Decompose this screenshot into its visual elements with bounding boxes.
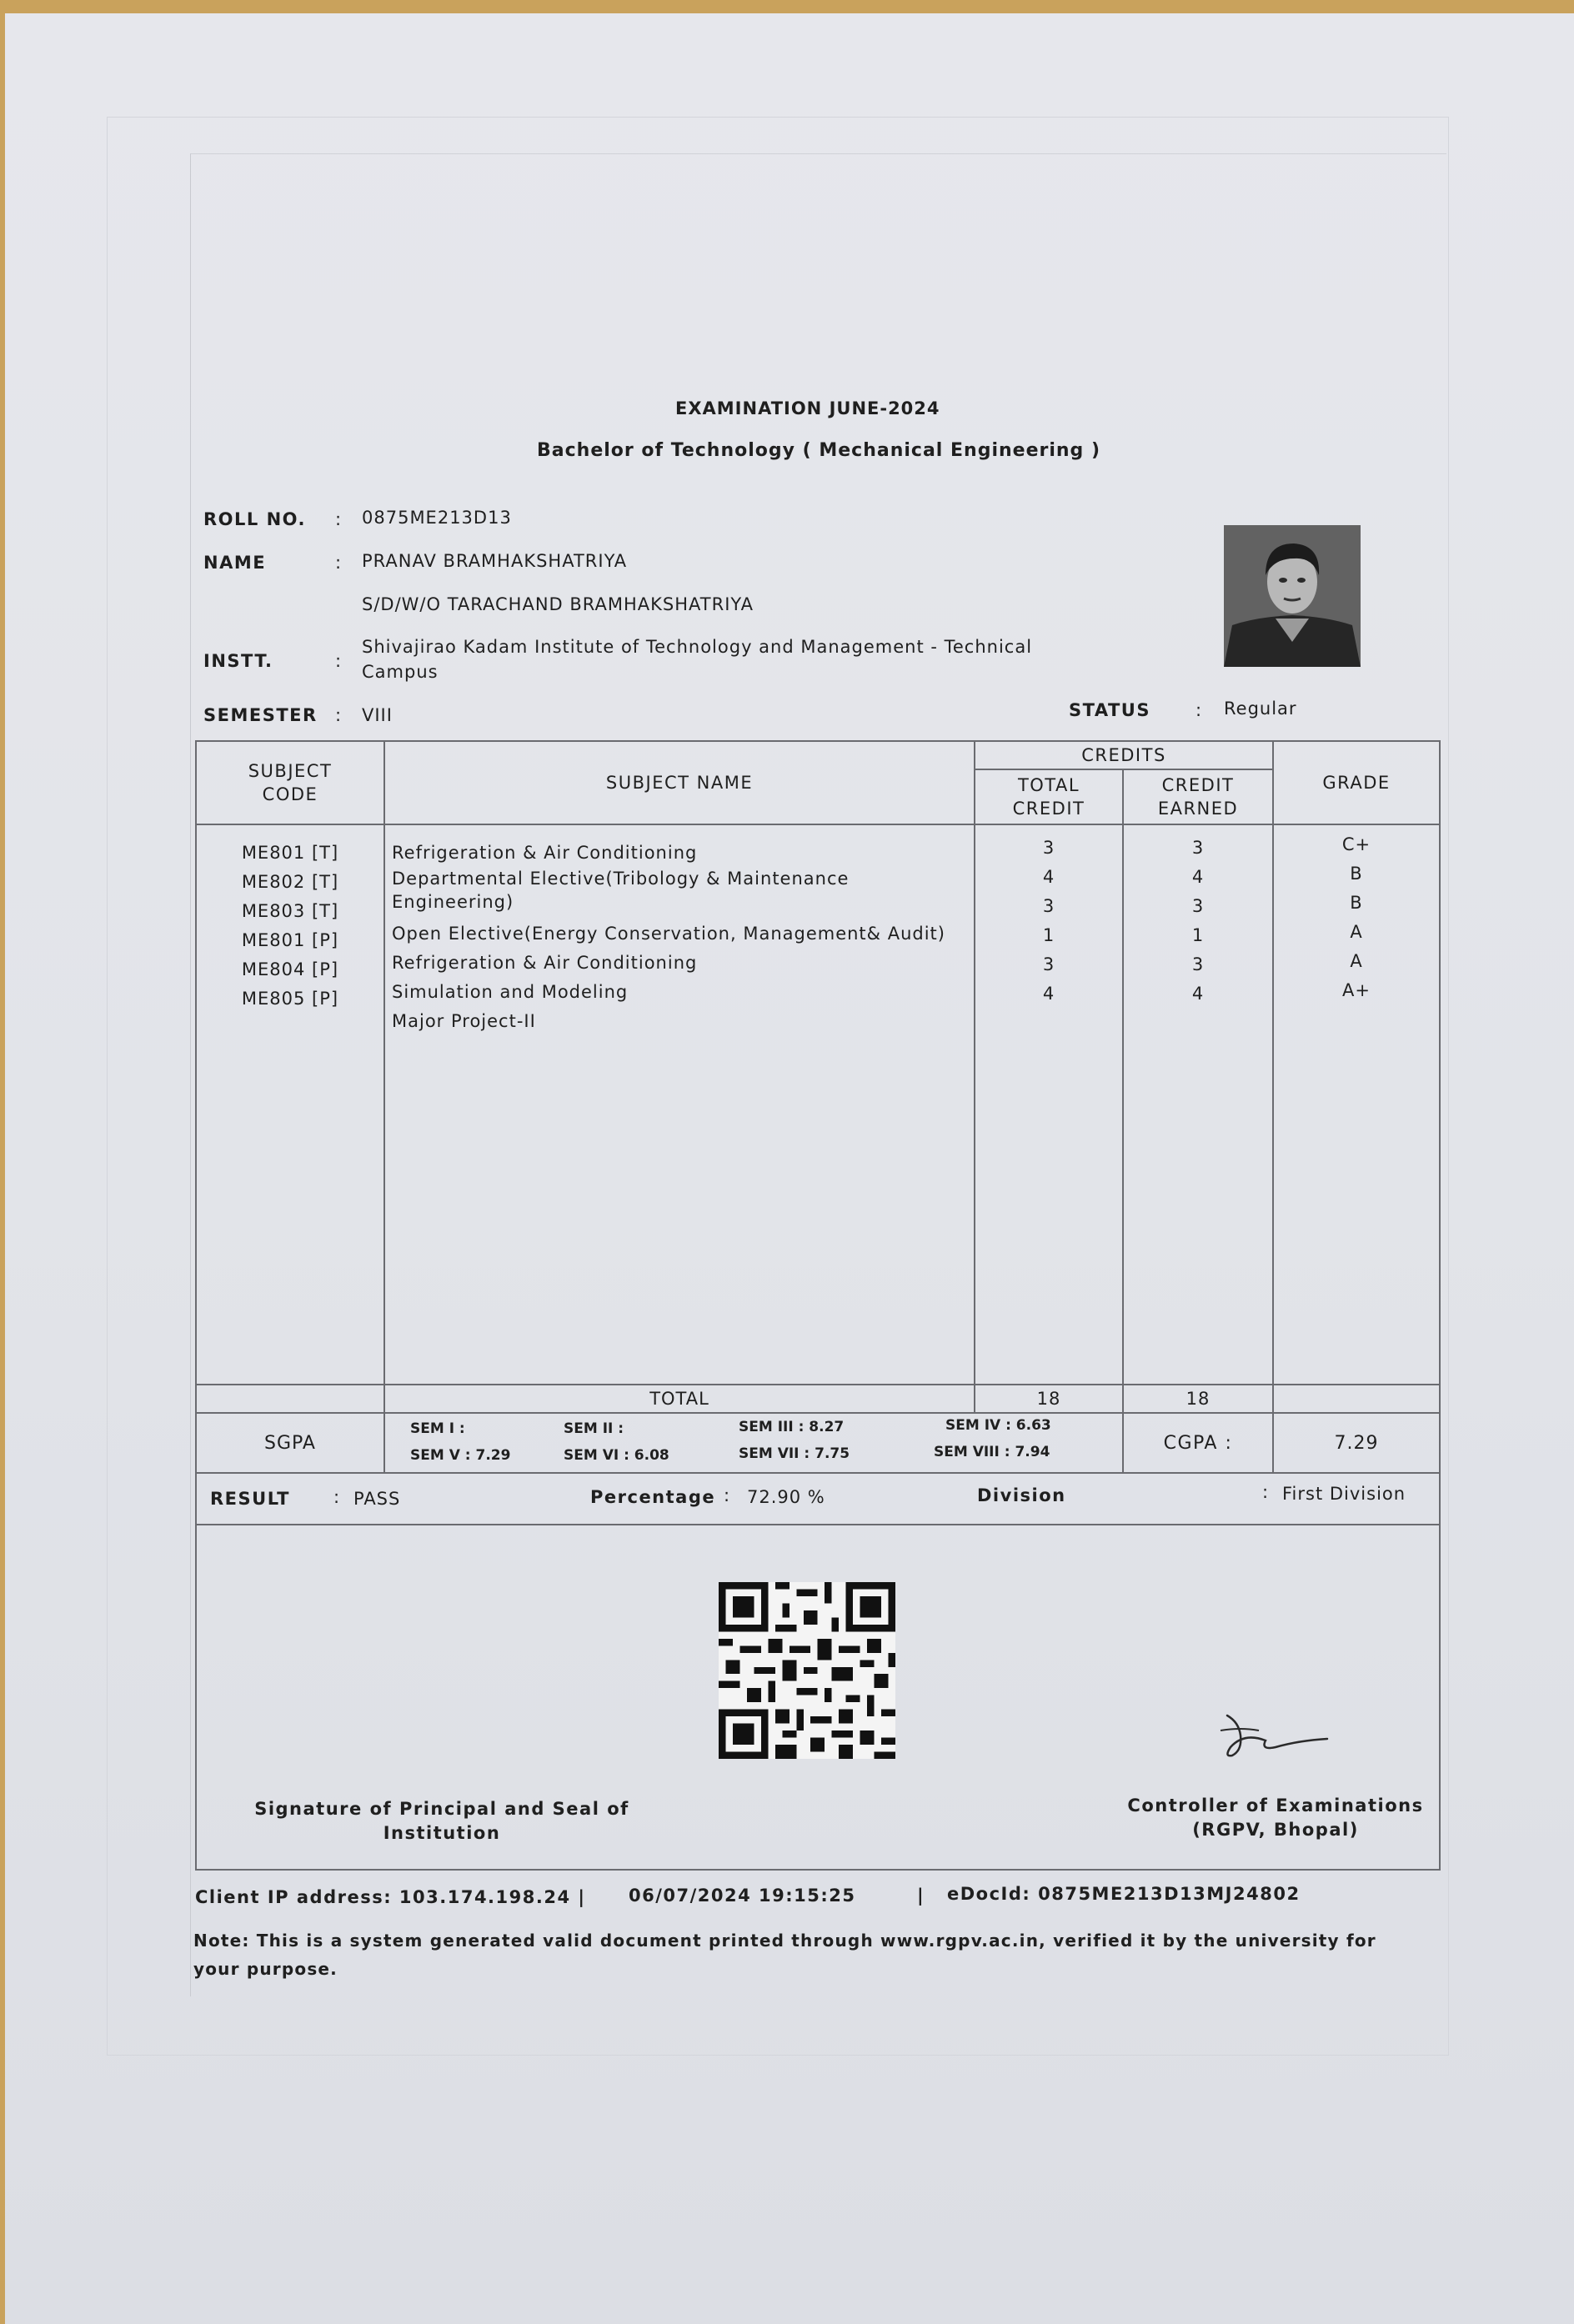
result-value: PASS xyxy=(353,1489,401,1509)
sgpa-label: SGPA xyxy=(196,1413,384,1473)
student-name: PRANAV BRAMHAKSHATRIYA xyxy=(362,551,628,571)
grade: C+ xyxy=(1341,834,1371,854)
credits-header: CREDITS xyxy=(975,741,1273,769)
credit-earned-header-line-2: EARNED xyxy=(1157,799,1239,819)
total-grade-blank xyxy=(1273,1385,1440,1413)
percentage-label: Percentage xyxy=(590,1487,716,1507)
note-line-2: your purpose. xyxy=(193,1959,338,1979)
student-photo-image xyxy=(1224,525,1361,667)
controller-signature-line-1: Controller of Examinations xyxy=(1127,1796,1424,1816)
grade: A xyxy=(1350,922,1363,942)
subject-code-header xyxy=(196,741,384,824)
credit-earned: 4 xyxy=(1191,867,1205,887)
name-sep: : xyxy=(335,553,343,573)
print-datetime: 06/07/2024 19:15:25 xyxy=(629,1886,856,1906)
total-credit-sum: 18 xyxy=(975,1385,1123,1413)
subject-name: Engineering) xyxy=(392,892,514,912)
grade: A xyxy=(1350,951,1363,971)
subject-names-cell xyxy=(384,824,975,1385)
institute-label: INSTT. xyxy=(203,651,273,671)
credits-earned-cell xyxy=(1123,824,1273,1385)
student-photo xyxy=(1224,525,1361,667)
institute-line-2: Campus xyxy=(362,662,439,682)
degree-title: Bachelor of Technology ( Mechanical Engineering ) xyxy=(537,440,1100,461)
percentage-value: 72.90 % xyxy=(747,1487,825,1507)
result-row xyxy=(196,1473,1440,1525)
division-value: First Division xyxy=(1282,1484,1406,1504)
controller-signature-label xyxy=(1109,1794,1442,1842)
total-label: TOTAL xyxy=(384,1385,975,1413)
subject-name: Simulation and Modeling xyxy=(392,982,629,1002)
principal-signature-line-1: Signature of Principal and Seal of xyxy=(254,1799,629,1819)
subject-name: Open Elective(Energy Conservation, Management& Audit) xyxy=(392,924,945,944)
sgpa-sem-2: SEM II : xyxy=(564,1420,624,1437)
guardian-name: S/D/W/O TARACHAND BRAMHAKSHATRIYA xyxy=(362,594,754,614)
credit-earned: 4 xyxy=(1191,984,1205,1004)
institute-sep: : xyxy=(335,651,343,671)
sgpa-sem-5: SEM V : 7.29 xyxy=(410,1447,511,1464)
result-label: RESULT xyxy=(210,1489,290,1509)
status-value: Regular xyxy=(1224,699,1297,719)
grades-cell xyxy=(1273,824,1440,1385)
grade-header: GRADE xyxy=(1273,741,1440,824)
grade: B xyxy=(1350,893,1363,913)
qr-code xyxy=(719,1580,895,1761)
result-sep: : xyxy=(333,1487,341,1507)
total-credit: 3 xyxy=(1042,896,1055,916)
semester-sep: : xyxy=(335,705,343,725)
client-ip: Client IP address: 103.174.198.24 | xyxy=(195,1887,586,1907)
credit-earned: 1 xyxy=(1191,925,1205,945)
total-blank-cell xyxy=(196,1385,384,1413)
sgpa-sem-1: SEM I : xyxy=(410,1420,465,1437)
grade: A+ xyxy=(1342,980,1371,1000)
subject-name: Departmental Elective(Tribology & Maintenance xyxy=(392,869,850,889)
note-line-1: Note: This is a system generated valid document printed through www.rgpv.ac.in, verified it by the university for xyxy=(193,1931,1376,1951)
subject-code: ME803 [T] xyxy=(241,901,339,921)
controller-signature-image xyxy=(1216,1707,1332,1766)
subject-code: ME804 [P] xyxy=(241,959,339,979)
subject-codes-cell xyxy=(196,824,384,1385)
credit-earned: 3 xyxy=(1191,896,1205,916)
credit-earned-header-line-1: CREDIT xyxy=(1161,775,1235,795)
semester-value: VIII xyxy=(362,705,393,725)
total-credit: 1 xyxy=(1042,925,1055,945)
total-credit: 4 xyxy=(1042,867,1055,887)
total-earned-sum: 18 xyxy=(1123,1385,1273,1413)
principal-signature-label xyxy=(250,1797,634,1846)
exam-title: EXAMINATION JUNE-2024 xyxy=(675,398,940,418)
subject-name: Major Project-II xyxy=(392,1011,536,1031)
subject-code: ME805 [P] xyxy=(241,989,339,1009)
sgpa-values-cell xyxy=(384,1413,1123,1473)
footer-separator: | xyxy=(917,1886,925,1906)
subject-code: ME801 [P] xyxy=(241,930,339,950)
status-label: STATUS xyxy=(1069,700,1150,720)
division-sep: : xyxy=(1262,1482,1270,1502)
subject-code: ME801 [T] xyxy=(241,843,339,863)
roll-no: 0875ME213D13 xyxy=(362,508,512,528)
edoc-id: eDocId: 0875ME213D13MJ24802 xyxy=(947,1884,1301,1904)
subject-name-header: SUBJECT NAME xyxy=(384,741,975,824)
sgpa-sem-6: SEM VI : 6.08 xyxy=(564,1447,669,1464)
principal-signature-line-2: Institution xyxy=(383,1823,501,1843)
sgpa-sem-7: SEM VII : 7.75 xyxy=(739,1445,850,1462)
total-credit-header xyxy=(975,769,1123,824)
cgpa-value: 7.29 xyxy=(1273,1413,1440,1473)
division-label: Division xyxy=(977,1485,1066,1505)
total-credits-cell xyxy=(975,824,1123,1385)
cgpa-label: CGPA : xyxy=(1123,1413,1273,1473)
subject-code-header-line-2: CODE xyxy=(262,784,318,804)
subject-name: Refrigeration & Air Conditioning xyxy=(392,843,698,863)
credit-earned-header xyxy=(1123,769,1273,824)
total-credit: 3 xyxy=(1042,838,1055,858)
subject-code: ME802 [T] xyxy=(241,872,339,892)
institute-line-1: Shivajirao Kadam Institute of Technology and Management - Technical xyxy=(362,637,1033,657)
controller-signature-line-2: (RGPV, Bhopal) xyxy=(1192,1820,1359,1840)
sgpa-sem-8: SEM VIII : 7.94 xyxy=(934,1444,1050,1460)
total-credit-header-line-1: TOTAL xyxy=(1017,775,1080,795)
roll-sep: : xyxy=(335,509,343,529)
total-credit: 3 xyxy=(1042,954,1055,974)
percentage-sep: : xyxy=(724,1485,731,1505)
sgpa-sem-4: SEM IV : 6.63 xyxy=(945,1417,1051,1434)
total-credit-header-line-2: CREDIT xyxy=(1012,799,1085,819)
semester-label: SEMESTER xyxy=(203,705,318,725)
roll-label: ROLL NO. xyxy=(203,509,307,529)
sgpa-sem-3: SEM III : 8.27 xyxy=(739,1419,845,1435)
name-label: NAME xyxy=(203,553,267,573)
status-sep: : xyxy=(1196,700,1203,720)
subject-code-header-line-1: SUBJECT xyxy=(248,761,333,781)
grade: B xyxy=(1350,864,1363,884)
total-credit: 4 xyxy=(1042,984,1055,1004)
credit-earned: 3 xyxy=(1191,838,1205,858)
subject-name: Refrigeration & Air Conditioning xyxy=(392,953,698,973)
credit-earned: 3 xyxy=(1191,954,1205,974)
